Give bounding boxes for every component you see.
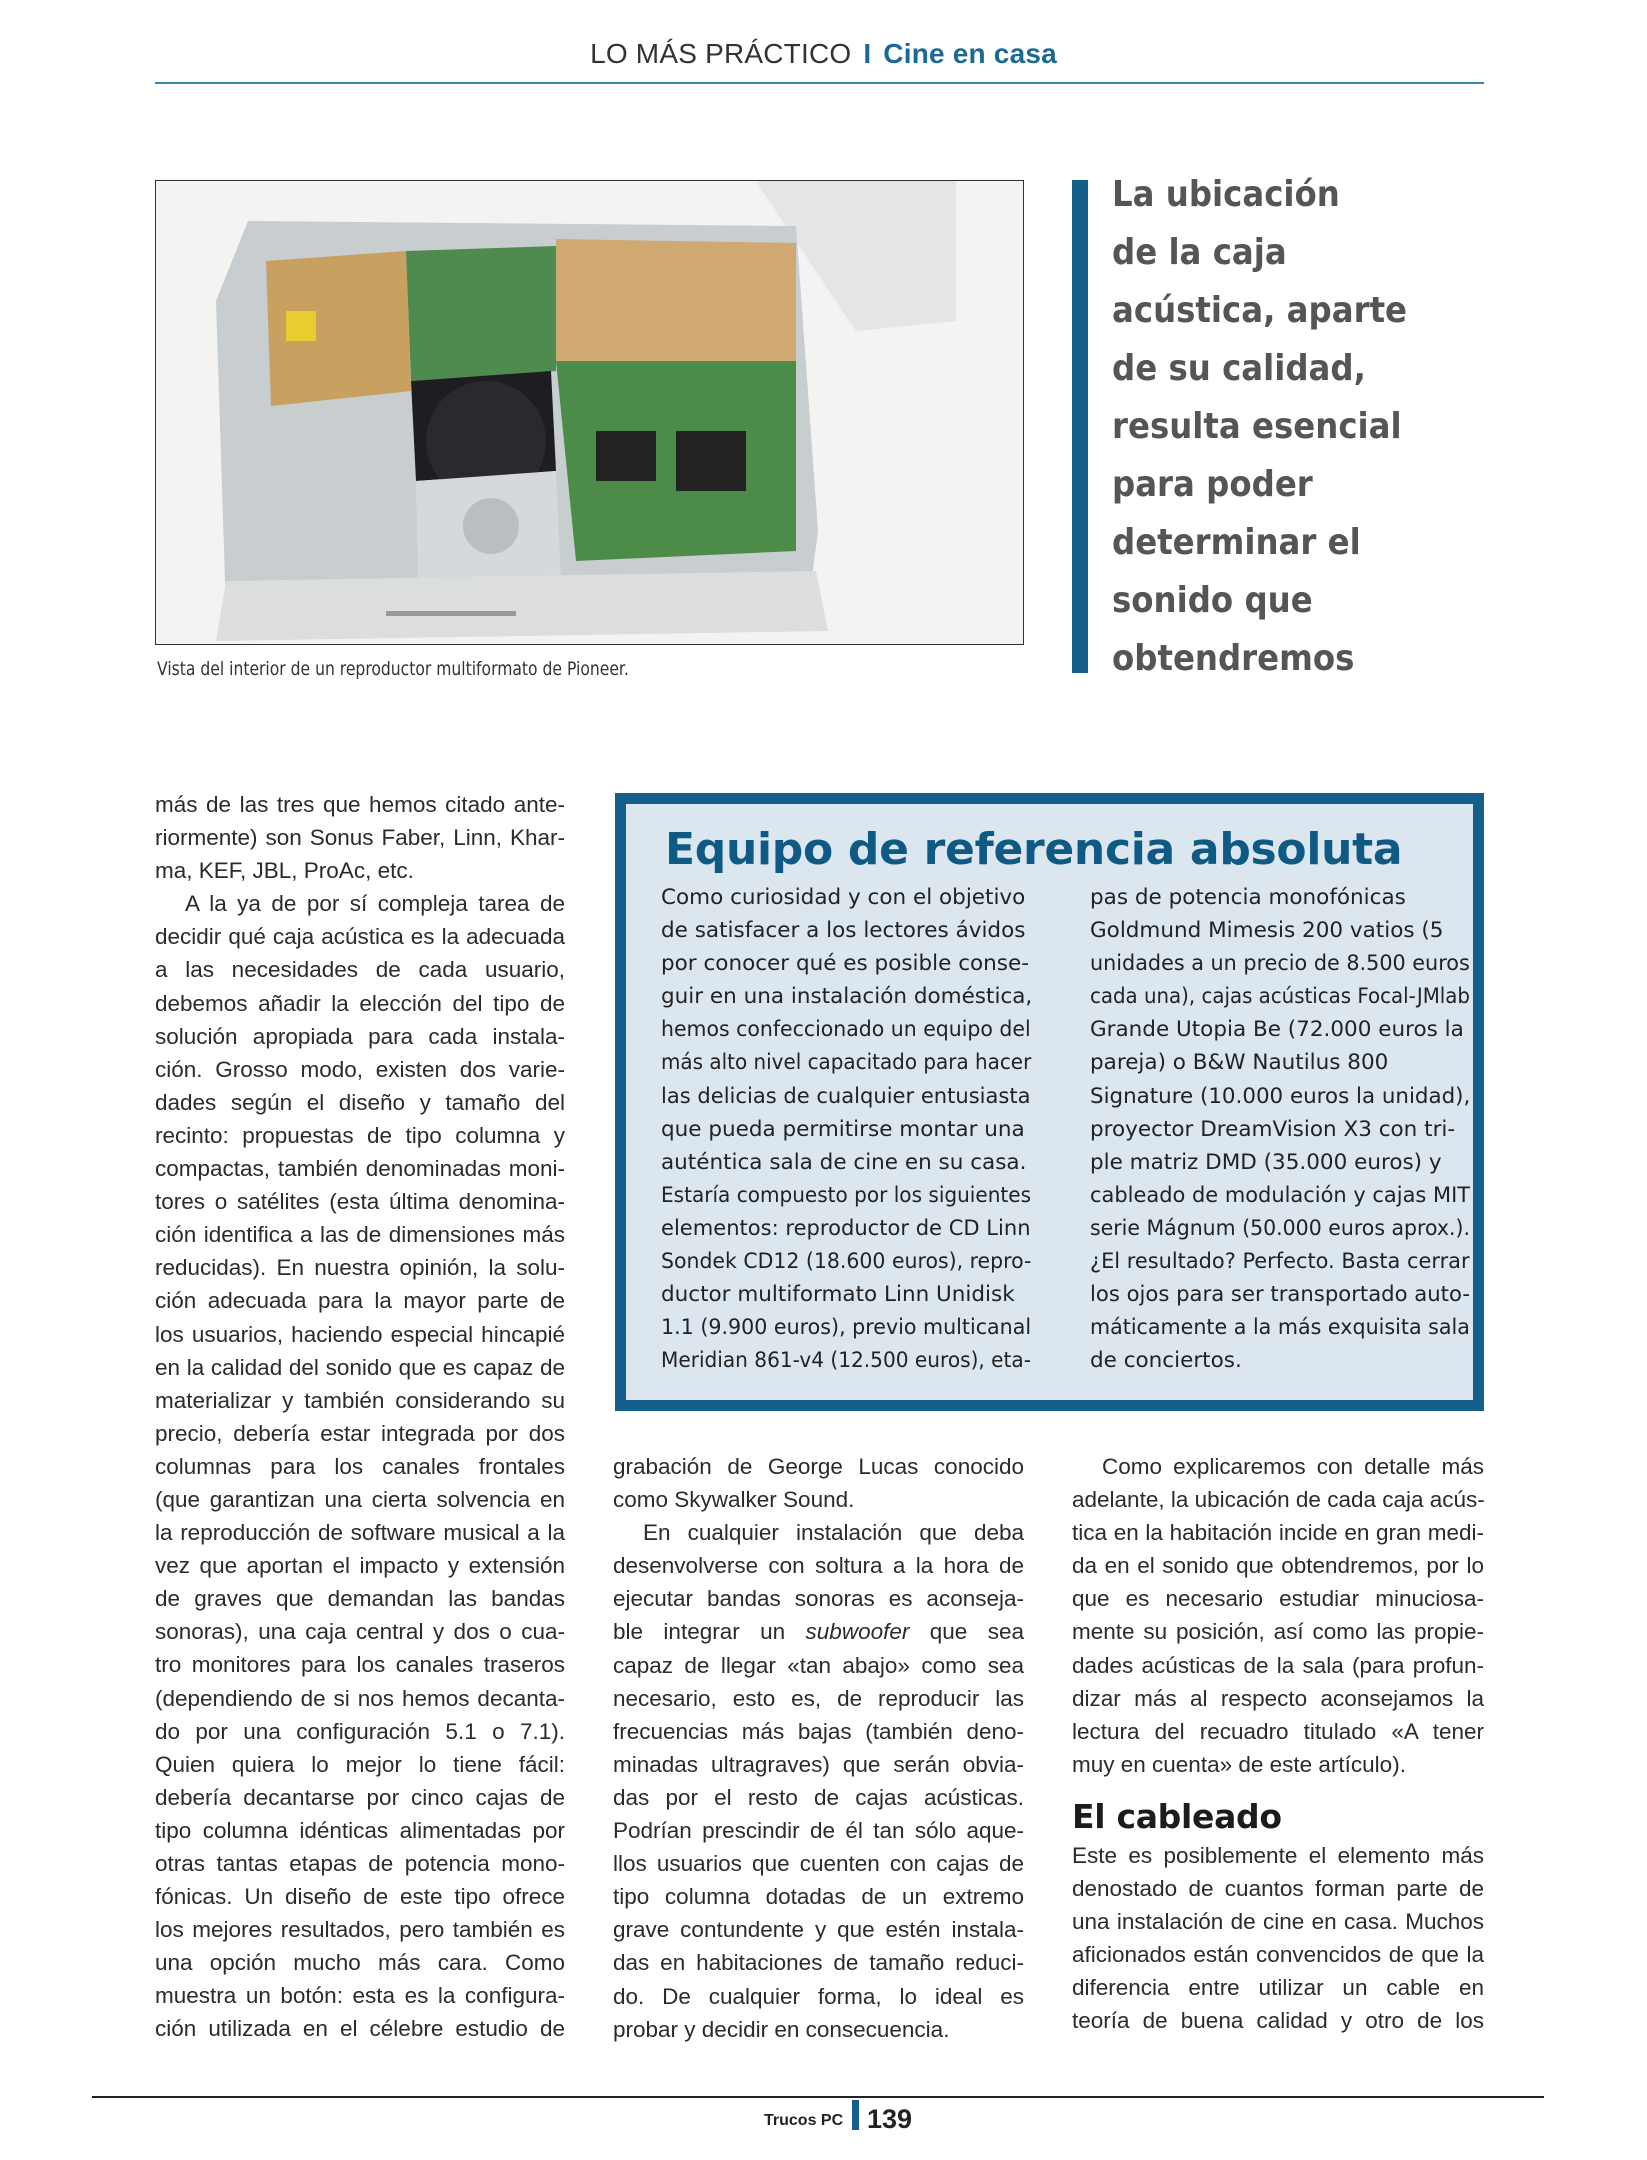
- sidebar-box-line: unidades a un precio de 8.500 euros: [1090, 951, 1470, 977]
- text-line: materializar y también considerando su: [155, 1387, 565, 1413]
- text-line: lectura del recuadro titulado «A tener: [1072, 1718, 1484, 1744]
- text-line: precio, debería estar integrada por dos: [155, 1420, 565, 1446]
- text-line: Como explicaremos con detalle más: [1102, 1454, 1484, 1479]
- sidebar-box-line: más alto nivel capacitado para hacer: [661, 1050, 1032, 1076]
- section-heading: El cableado: [1072, 1796, 1282, 1836]
- sidebar-box-line: hemos confeccionado un equipo del: [661, 1017, 1031, 1043]
- text-line: ción. Grosso modo, existen dos varie-: [155, 1056, 565, 1082]
- sidebar-box-line: por conocer qué es posible conse-: [661, 951, 1029, 977]
- text-line: (que garantizan una cierta solvencia en: [155, 1486, 565, 1512]
- pull-quote: [1112, 166, 1472, 688]
- sidebar-box-line: Grande Utopia Be (72.000 euros la: [1090, 1017, 1464, 1043]
- text-line: probar y decidir en consecuencia.: [613, 2016, 950, 2042]
- sidebar-box-line: pareja) o B&W Nautilus 800: [1090, 1050, 1389, 1076]
- sidebar-box-line: Sondek CD12 (18.600 euros), repro-: [661, 1249, 1032, 1275]
- text-line: A la ya de por sí compleja tarea de: [185, 891, 565, 917]
- sidebar-box-line: cableado de modulación y cajas MIT: [1090, 1182, 1471, 1208]
- text-line: das por el resto de cajas acústicas.: [613, 1784, 1024, 1810]
- running-header: [0, 38, 1647, 70]
- text-line: minadas ultragraves) que serán obvia-: [613, 1751, 1024, 1777]
- text-line: diferencia entre utilizar un cable en: [1072, 1975, 1484, 2001]
- sidebar-box-line: auténtica sala de cine en su casa.: [661, 1149, 1027, 1175]
- text-line: teoría de buena calidad y otro de los: [1072, 2008, 1484, 2034]
- text-line: a las necesidades de cada usuario,: [155, 957, 565, 983]
- text-line: muestra un botón: esta es la configura-: [155, 1983, 565, 2009]
- article-column-2: [613, 1450, 1024, 2046]
- article-photo: [155, 180, 1024, 645]
- text-segment: ble integrar un: [613, 1619, 806, 1645]
- footer-rule: [92, 2096, 1544, 2098]
- text-line: tipo columna idénticas alimentadas por: [155, 1817, 565, 1843]
- text-line: como Skywalker Sound.: [613, 1487, 855, 1513]
- text-line: la reproducción de software musical a la: [155, 1520, 565, 1546]
- page-number: 139: [867, 2104, 913, 2134]
- text-line: (dependiendo de si nos hemos decanta-: [155, 1685, 565, 1711]
- sidebar-box-line: ¿El resultado? Perfecto. Basta cerrar: [1090, 1249, 1470, 1275]
- text-line: ción identifica a las de dimensiones más: [155, 1222, 565, 1248]
- text-line: debería decantarse por cinco cajas de: [155, 1784, 565, 1810]
- section-label: LO MÁS PRÁCTICO: [590, 38, 852, 69]
- pull-quote-line: La ubicación: [1112, 174, 1340, 215]
- text-line: En cualquier instalación que deba: [643, 1520, 1024, 1546]
- text-line: desenvolverse con soltura a la hora de: [613, 1553, 1024, 1579]
- photo-caption: Vista del interior de un reproductor multiformato de Pioneer.: [157, 658, 629, 680]
- sidebar-box-line: de satisfacer a los lectores ávidos: [661, 918, 1026, 944]
- text-line: debemos añadir la elección del tipo de: [155, 990, 565, 1016]
- pull-quote-line: acústica, aparte: [1112, 290, 1408, 331]
- text-line: compactas, también denominadas moni-: [155, 1156, 565, 1182]
- sidebar-box-line: Goldmund Mimesis 200 vatios (5: [1090, 918, 1444, 944]
- sidebar-box-line: ductor multiformato Linn Unidisk: [661, 1282, 1015, 1308]
- pull-quote-bar: [1072, 180, 1088, 673]
- text-line: grave contundente y que estén instala-: [613, 1917, 1024, 1943]
- text-line: tores o satélites (esta última denomina-: [155, 1189, 565, 1215]
- text-line: los usuarios, haciendo especial hincapié: [155, 1321, 565, 1347]
- sidebar-box-title: Equipo de referencia absoluta: [665, 824, 1403, 875]
- subsection-label: Cine en casa: [883, 38, 1057, 69]
- sidebar-box-line: las delicias de cualquier entusiasta: [661, 1083, 1031, 1109]
- text-line: Este es posiblemente el elemento más: [1072, 1842, 1484, 1868]
- text-line: [613, 1615, 1024, 1648]
- article-column-3: [1072, 1450, 1484, 2038]
- sidebar-box-line: 1.1 (9.900 euros), previo multicanal: [661, 1315, 1032, 1341]
- text-line: Quien quiera lo mejor lo tiene fácil:: [155, 1751, 565, 1777]
- sidebar-box-column-2: [1090, 881, 1470, 1377]
- header-rule: [155, 82, 1484, 84]
- text-line: dades acústicas de la sala (para profun-: [1072, 1652, 1484, 1678]
- text-line: necesario, esto es, de reproducir las: [613, 1685, 1024, 1711]
- text-line: llos usuarios que cuenten con cajas de: [613, 1851, 1024, 1877]
- text-line: reducidas). En nuestra opinión, la solu-: [155, 1255, 565, 1281]
- pull-quote-line: sonido que: [1112, 580, 1313, 621]
- text-segment: que sea: [909, 1619, 1024, 1645]
- text-line: más de las tres que hemos citado ante-: [155, 792, 565, 817]
- text-line: de graves que demandan las bandas: [155, 1586, 565, 1612]
- text-line: otras tantas etapas de potencia mono-: [155, 1851, 565, 1876]
- text-line: ma, KEF, JBL, ProAc, etc.: [155, 858, 414, 884]
- text-line: decidir qué caja acústica es la adecuada: [155, 924, 565, 950]
- text-line: en la calidad del sonido que es capaz de: [155, 1354, 565, 1380]
- text-line: fónicas. Un diseño de este tipo ofrece: [155, 1884, 565, 1910]
- text-line: dades según el diseño y tamaño del: [155, 1089, 565, 1115]
- sidebar-box-line: Estaría compuesto por los siguientes: [661, 1182, 1032, 1208]
- publication-name: Trucos PC: [764, 2112, 844, 2129]
- text-line: una opción mucho más cara. Como: [155, 1950, 565, 1976]
- text-line: sonoras), una caja central y dos o cua-: [155, 1619, 565, 1645]
- text-line: tica en la habitación incide en gran medi-: [1072, 1520, 1484, 1546]
- dvd-player-interior-image: [156, 181, 1023, 644]
- sidebar-box-line: los ojos para ser transportado auto-: [1090, 1282, 1470, 1308]
- text-line: denostado de cuantos forman parte de: [1072, 1876, 1484, 1902]
- pull-quote-line: obtendremos: [1112, 638, 1355, 679]
- sidebar-box-line: serie Mágnum (50.000 euros aprox.).: [1090, 1215, 1471, 1241]
- sidebar-box-line: de conciertos.: [1090, 1348, 1242, 1374]
- header-separator: I: [863, 38, 872, 69]
- text-line: Podrían prescindir de él tan sólo aque-: [613, 1818, 1024, 1844]
- text-line: muy en cuenta» de este artículo).: [1072, 1751, 1406, 1777]
- text-line: que es necesario estudiar minuciosa-: [1072, 1586, 1484, 1612]
- sidebar-box-line: Como curiosidad y con el objetivo: [661, 885, 1026, 910]
- text-line: do. De cualquier forma, lo ideal es: [613, 1983, 1024, 2009]
- text-line: solución apropiada para cada instala-: [155, 1023, 565, 1049]
- sidebar-box-line: pas de potencia monofónicas: [1090, 885, 1406, 910]
- text-line: do por una configuración 5.1 o 7.1).: [155, 1718, 565, 1744]
- sidebar-box-line: guir en una instalación doméstica,: [661, 984, 1033, 1010]
- sidebar-box-line: elementos: reproductor de CD Linn: [661, 1215, 1031, 1241]
- text-line: recinto: propuestas de tipo columna y: [155, 1122, 565, 1148]
- sidebar-box-line: cada una), cajas acústicas Focal-JMlab: [1090, 984, 1470, 1010]
- sidebar-box-column-1: [661, 881, 1031, 1377]
- text-line: aficionados están convencidos de que la: [1072, 1942, 1484, 1968]
- footer-accent-bar: [852, 2100, 859, 2130]
- pull-quote-line: para poder: [1112, 464, 1313, 505]
- text-line: grabación de George Lucas conocido: [613, 1454, 1024, 1479]
- text-line: riormente) son Sonus Faber, Linn, Khar-: [155, 825, 565, 851]
- text-line: frecuencias más bajas (también deno-: [613, 1718, 1024, 1744]
- text-line: ción utilizada en el célebre estudio de: [155, 2016, 565, 2042]
- text-line: capaz de llegar «tan abajo» como sea: [613, 1652, 1024, 1678]
- sidebar-box-line: ple matriz DMD (35.000 euros) y: [1090, 1149, 1442, 1175]
- text-line: das en habitaciones de tamaño reduci-: [613, 1950, 1024, 1976]
- sidebar-box-line: máticamente a la más exquisita sala: [1090, 1315, 1470, 1341]
- text-line: columnas para los canales frontales: [155, 1453, 565, 1479]
- italic-term: subwoofer: [805, 1619, 910, 1645]
- text-line: tro monitores para los canales traseros: [155, 1652, 565, 1678]
- text-line: una instalación de cine en casa. Muchos: [1072, 1909, 1484, 1935]
- text-line: ción adecuada para la mayor parte de: [155, 1288, 565, 1314]
- pull-quote-line: de la caja: [1112, 232, 1287, 273]
- pull-quote-line: determinar el: [1112, 522, 1361, 563]
- text-line: ejecutar bandas sonoras es aconseja-: [613, 1586, 1024, 1612]
- sidebar-box-line: proyector DreamVision X3 con tri-: [1090, 1116, 1456, 1142]
- text-line: vez que aportan el impacto y extensión: [155, 1553, 565, 1579]
- text-line: da en el sonido que obtendremos, por lo: [1072, 1553, 1484, 1579]
- pull-quote-line: de su calidad,: [1112, 348, 1366, 389]
- text-line: adelante, la ubicación de cada caja acús-: [1072, 1487, 1485, 1513]
- sidebar-box: [615, 793, 1484, 1411]
- article-column-1: [155, 788, 565, 2046]
- sidebar-box-line: Signature (10.000 euros la unidad),: [1090, 1083, 1471, 1109]
- text-line: los mejores resultados, pero también es: [155, 1917, 565, 1943]
- sidebar-box-line: que pueda permitirse montar una: [661, 1116, 1025, 1142]
- text-line: tipo columna dotadas de un extremo: [613, 1884, 1024, 1910]
- sidebar-box-line: Meridian 861-v4 (12.500 euros), eta-: [661, 1348, 1031, 1374]
- text-line: mente su posición, así como las propie-: [1072, 1619, 1484, 1645]
- pull-quote-line: resulta esencial: [1112, 406, 1402, 447]
- text-line: dizar más al respecto aconsejamos la: [1072, 1685, 1484, 1711]
